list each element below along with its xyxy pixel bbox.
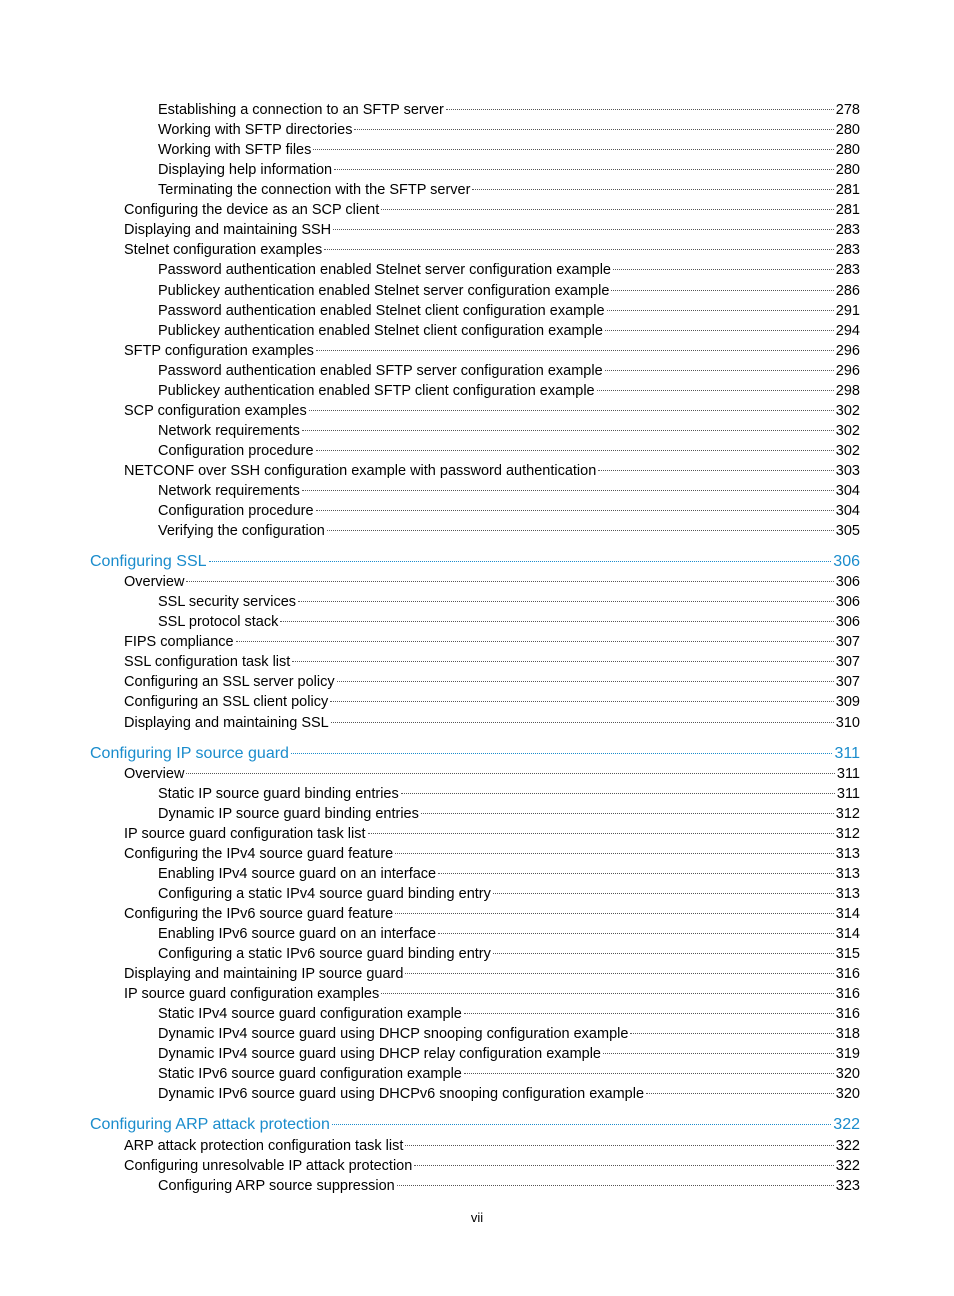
toc-entry-title: Password authentication enabled Stelnet client configuration example	[158, 302, 605, 319]
toc-entry-page: 313	[835, 885, 860, 902]
toc-entry-title: Network requirements	[158, 483, 300, 499]
toc-entry-title: Stelnet configuration examples	[124, 242, 323, 259]
toc-entry-title: IP source guard configuration task list	[124, 825, 366, 842]
toc-entry-page: 309	[835, 694, 860, 711]
toc-entry-title: Configuring an SSL server policy	[124, 674, 335, 691]
toc-entry-title: Establishing a connection to an SFTP server	[158, 102, 444, 118]
dot-leader	[493, 893, 834, 894]
dot-leader	[464, 1073, 834, 1074]
toc-entry[interactable]	[124, 401, 860, 421]
toc-entry-page: 278	[835, 102, 860, 118]
toc-entry-title: Terminating the connection with the SFTP server	[158, 182, 471, 199]
toc-entry-page: 281	[835, 182, 860, 199]
toc-entry-page: 310	[835, 714, 860, 731]
toc-chapter[interactable]	[90, 744, 860, 764]
toc-entry-title: Dynamic IPv6 source guard using DHCPv6 snooping configuration example	[158, 1086, 645, 1103]
toc-entry[interactable]	[124, 713, 860, 733]
toc-entry-title: FIPS compliance	[124, 634, 234, 651]
toc-entry-title: Configuring ARP source suppression	[158, 1177, 395, 1194]
toc-entry-title: Configuring ARP attack protection	[90, 1116, 330, 1134]
toc-entry[interactable]	[124, 672, 860, 692]
dot-leader	[405, 973, 833, 974]
toc-entry-title: Configuring a static IPv4 source guard binding entry	[158, 885, 491, 902]
toc-entry-title: Static IP source guard binding entries	[158, 785, 399, 802]
toc-entry-page: 306	[833, 553, 860, 571]
toc-entry-title: Configuring the device as an SCP client	[124, 202, 380, 219]
toc-entry[interactable]	[158, 804, 860, 824]
dot-leader	[613, 269, 834, 270]
toc-entry-page: 286	[835, 282, 860, 299]
toc-entry-title: SSL security services	[158, 594, 297, 611]
toc-entry[interactable]	[158, 1176, 860, 1196]
dot-leader	[186, 773, 834, 774]
toc-entry-page: 302	[835, 422, 860, 439]
toc-entry-title: Dynamic IPv4 source guard using DHCP snooping configuration example	[158, 1026, 629, 1043]
toc-entry[interactable]	[158, 944, 860, 964]
toc-entry-page: 298	[835, 382, 860, 399]
dot-leader	[493, 953, 834, 954]
toc-entry-page: 306	[835, 574, 860, 591]
dot-leader	[446, 109, 834, 110]
toc-entry-title: Password authentication enabled SFTP server configuration example	[158, 362, 603, 379]
toc-entry[interactable]	[124, 652, 860, 672]
toc-entry[interactable]	[124, 764, 860, 784]
dot-leader	[472, 189, 833, 190]
toc-entry[interactable]	[158, 612, 860, 632]
toc-entry-title: Displaying and maintaining IP source guard	[124, 966, 404, 983]
dot-leader	[605, 330, 834, 331]
toc-entry[interactable]	[124, 1156, 860, 1176]
dot-leader	[597, 390, 834, 391]
toc-entry[interactable]	[158, 381, 860, 401]
dot-leader	[414, 1165, 834, 1166]
dot-leader	[186, 581, 833, 582]
dot-leader	[316, 350, 834, 351]
toc-entry-title: SCP configuration examples	[124, 402, 307, 419]
toc-entry[interactable]	[158, 321, 860, 341]
toc-entry-title: Configuration procedure	[158, 503, 314, 519]
toc-entry-title: Publickey authentication enabled Stelnet server configuration example	[158, 282, 610, 299]
toc-entry[interactable]	[158, 301, 860, 321]
toc-entry-title: Dynamic IPv4 source guard using DHCP relay configuration example	[158, 1046, 602, 1063]
dot-leader	[603, 1053, 834, 1054]
page-number: vii	[470, 1210, 484, 1225]
toc-entry[interactable]	[124, 461, 860, 481]
dot-leader	[630, 1033, 833, 1034]
toc-entry-title: Configuring SSL	[90, 553, 207, 571]
toc-entry-page: 322	[835, 1157, 860, 1174]
toc-entry-page: 313	[835, 865, 860, 882]
dot-leader	[598, 470, 834, 471]
toc-entry-page: 305	[835, 523, 860, 540]
dot-leader	[332, 1124, 831, 1125]
dot-leader	[438, 933, 834, 934]
toc-entry[interactable]	[158, 120, 860, 140]
toc-entry-page: 306	[835, 614, 860, 631]
toc-entry[interactable]	[124, 220, 860, 240]
toc-entry[interactable]	[124, 200, 860, 220]
toc-entry-title: Configuring a static IPv6 source guard binding entry	[158, 946, 491, 962]
toc-entry-page: 322	[835, 1137, 860, 1154]
toc-entry-page: 283	[835, 222, 860, 239]
dot-leader	[611, 290, 833, 291]
toc-entry-page: 283	[835, 262, 860, 279]
toc-entry-page: 307	[835, 674, 860, 691]
toc-entry-page: 311	[834, 744, 860, 762]
dot-leader	[401, 793, 835, 794]
toc-entry[interactable]	[124, 240, 860, 260]
toc-entry[interactable]	[158, 884, 860, 904]
toc-entry-title: Displaying help information	[158, 162, 333, 179]
dot-leader	[331, 722, 834, 723]
toc-entry-title: SFTP configuration examples	[124, 342, 314, 359]
dot-leader	[395, 853, 834, 854]
toc-entry-page: 302	[835, 442, 860, 459]
toc-entry[interactable]	[158, 100, 860, 120]
toc-entry-page: 311	[836, 785, 860, 802]
toc-entry-page: 323	[835, 1177, 860, 1194]
toc-entry-page: 320	[835, 1086, 860, 1103]
toc-entry[interactable]	[158, 481, 860, 501]
toc-entry[interactable]	[158, 361, 860, 381]
toc-entry-page: 307	[835, 654, 860, 671]
toc-entry-title: ARP attack protection configuration task list	[124, 1137, 404, 1154]
toc-entry[interactable]	[158, 1084, 860, 1104]
dot-leader	[368, 833, 834, 834]
toc-entry-page: 314	[835, 905, 860, 922]
toc-entry[interactable]	[124, 341, 860, 361]
toc-entry-title: Publickey authentication enabled Stelnet client configuration example	[158, 322, 603, 339]
toc-entry-page: 306	[835, 594, 860, 611]
toc-entry-title: Verifying the configuration	[158, 523, 325, 540]
toc-entry-page: 304	[835, 483, 860, 499]
dot-leader	[313, 149, 833, 150]
toc-entry[interactable]	[158, 1064, 860, 1084]
toc-entry-title: IP source guard configuration examples	[124, 986, 380, 1003]
toc-entry[interactable]	[158, 1044, 860, 1064]
toc-entry-page: 283	[835, 242, 860, 259]
toc-entry[interactable]	[158, 521, 860, 541]
toc-entry-title: Configuring unresolvable IP attack protection	[124, 1157, 413, 1174]
dot-leader	[327, 530, 834, 531]
toc-entry-title: Configuring the IPv6 source guard feature	[124, 905, 394, 922]
toc-entry-title: Working with SFTP directories	[158, 122, 353, 138]
toc-entry[interactable]	[158, 281, 860, 301]
toc-entry-page: 314	[835, 926, 860, 942]
toc-entry-page: 280	[835, 122, 860, 138]
toc-entry-page: 304	[835, 503, 860, 519]
toc-entry-page: 316	[835, 966, 860, 983]
toc-entry[interactable]	[124, 964, 860, 984]
toc-entry-page: 307	[835, 634, 860, 651]
toc-entry-page: 313	[835, 845, 860, 862]
dot-leader	[302, 490, 834, 491]
toc-chapter[interactable]	[90, 1115, 860, 1135]
dot-leader	[298, 601, 834, 602]
toc-entry[interactable]	[158, 1004, 860, 1024]
toc-entry[interactable]	[158, 421, 860, 441]
toc-entry[interactable]	[124, 572, 860, 592]
dot-leader	[316, 450, 834, 451]
toc-entry-page: 296	[835, 362, 860, 379]
toc-entry-page: 312	[835, 805, 860, 822]
dot-leader	[334, 169, 834, 170]
toc-entry-page: 316	[835, 986, 860, 1003]
dot-leader	[395, 913, 834, 914]
dot-leader	[337, 681, 834, 682]
toc-entry-page: 302	[835, 402, 860, 419]
toc-entry-page: 280	[835, 162, 860, 179]
dot-leader	[309, 410, 834, 411]
toc-entry-title: Overview	[124, 765, 185, 782]
toc-entry-title: Publickey authentication enabled SFTP client configuration example	[158, 382, 595, 399]
toc-entry-title: Displaying and maintaining SSL	[124, 714, 329, 731]
toc-entry-title: Network requirements	[158, 422, 300, 439]
dot-leader	[291, 753, 833, 754]
dot-leader	[354, 129, 833, 130]
dot-leader	[333, 229, 834, 230]
toc-entry-title: Working with SFTP files	[158, 142, 312, 159]
toc-entry-title: Enabling IPv6 source guard on an interface	[158, 926, 437, 942]
toc-entry-page: 312	[835, 825, 860, 842]
dot-leader	[607, 310, 834, 311]
toc-entry-title: Dynamic IP source guard binding entries	[158, 805, 419, 822]
dot-leader	[302, 430, 834, 431]
toc-entry-page: 294	[835, 322, 860, 339]
toc-entry[interactable]	[158, 501, 860, 521]
toc-entry[interactable]	[158, 784, 860, 804]
toc-entry-page: 315	[835, 946, 860, 962]
dot-leader	[292, 661, 834, 662]
dot-leader	[464, 1013, 834, 1014]
toc-entry-title: Static IPv4 source guard configuration example	[158, 1006, 462, 1023]
toc-entry[interactable]	[158, 441, 860, 461]
toc-entry-page: 320	[835, 1066, 860, 1083]
toc-entry-title: Static IPv6 source guard configuration example	[158, 1066, 462, 1083]
toc-entry[interactable]	[158, 864, 860, 884]
toc-entry-title: Enabling IPv4 source guard on an interface	[158, 865, 437, 882]
toc-entry-page: 322	[833, 1116, 860, 1134]
toc-entry[interactable]	[124, 824, 860, 844]
toc-entry-title: Displaying and maintaining SSH	[124, 222, 332, 239]
toc-entry[interactable]	[124, 984, 860, 1004]
toc-entry-title: SSL protocol stack	[158, 614, 279, 631]
toc-entry-title: Configuring an SSL client policy	[124, 694, 329, 711]
dot-leader	[381, 993, 834, 994]
toc-entry-page: 318	[835, 1026, 860, 1043]
toc-entry-page: 291	[835, 302, 860, 319]
dot-leader	[421, 813, 834, 814]
toc-entry-page: 319	[835, 1046, 860, 1063]
toc-entry-title: SSL configuration task list	[124, 654, 291, 671]
dot-leader	[397, 1185, 834, 1186]
toc-entry-page: 296	[835, 342, 860, 359]
toc-entry-page: 303	[835, 462, 860, 479]
toc-entry-page: 311	[836, 765, 860, 782]
dot-leader	[236, 641, 834, 642]
toc-entry-page: 280	[835, 142, 860, 159]
dot-leader	[316, 510, 834, 511]
dot-leader	[405, 1145, 833, 1146]
dot-leader	[280, 621, 833, 622]
dot-leader	[605, 370, 834, 371]
toc-entry[interactable]	[158, 260, 860, 280]
toc-entry-title: Overview	[124, 574, 185, 591]
toc-entry-title: Configuring the IPv4 source guard feature	[124, 845, 394, 862]
toc-entry-title: Password authentication enabled Stelnet server configuration example	[158, 262, 611, 279]
dot-leader	[381, 209, 834, 210]
toc-entry-title: Configuration procedure	[158, 442, 314, 459]
toc-entry[interactable]	[158, 1024, 860, 1044]
dot-leader	[324, 249, 834, 250]
toc-entry-title: NETCONF over SSH configuration example with password authentication	[124, 462, 597, 479]
toc-entry[interactable]	[158, 924, 860, 944]
toc-entry-title: Configuring IP source guard	[90, 744, 289, 762]
toc-entry[interactable]	[158, 160, 860, 180]
dot-leader	[209, 561, 832, 562]
toc-entry[interactable]	[124, 1136, 860, 1156]
toc-entry[interactable]	[158, 180, 860, 200]
dot-leader	[646, 1093, 834, 1094]
toc-entry[interactable]	[158, 140, 860, 160]
toc-entry-page: 281	[835, 202, 860, 219]
toc-entry[interactable]	[124, 632, 860, 652]
toc-entry[interactable]	[124, 844, 860, 864]
toc-entry[interactable]	[124, 904, 860, 924]
toc-entry[interactable]	[158, 592, 860, 612]
dot-leader	[438, 873, 834, 874]
dot-leader	[330, 701, 834, 702]
toc-entry-page: 316	[835, 1006, 860, 1023]
toc-entry[interactable]	[124, 692, 860, 712]
toc-chapter[interactable]	[90, 552, 860, 572]
